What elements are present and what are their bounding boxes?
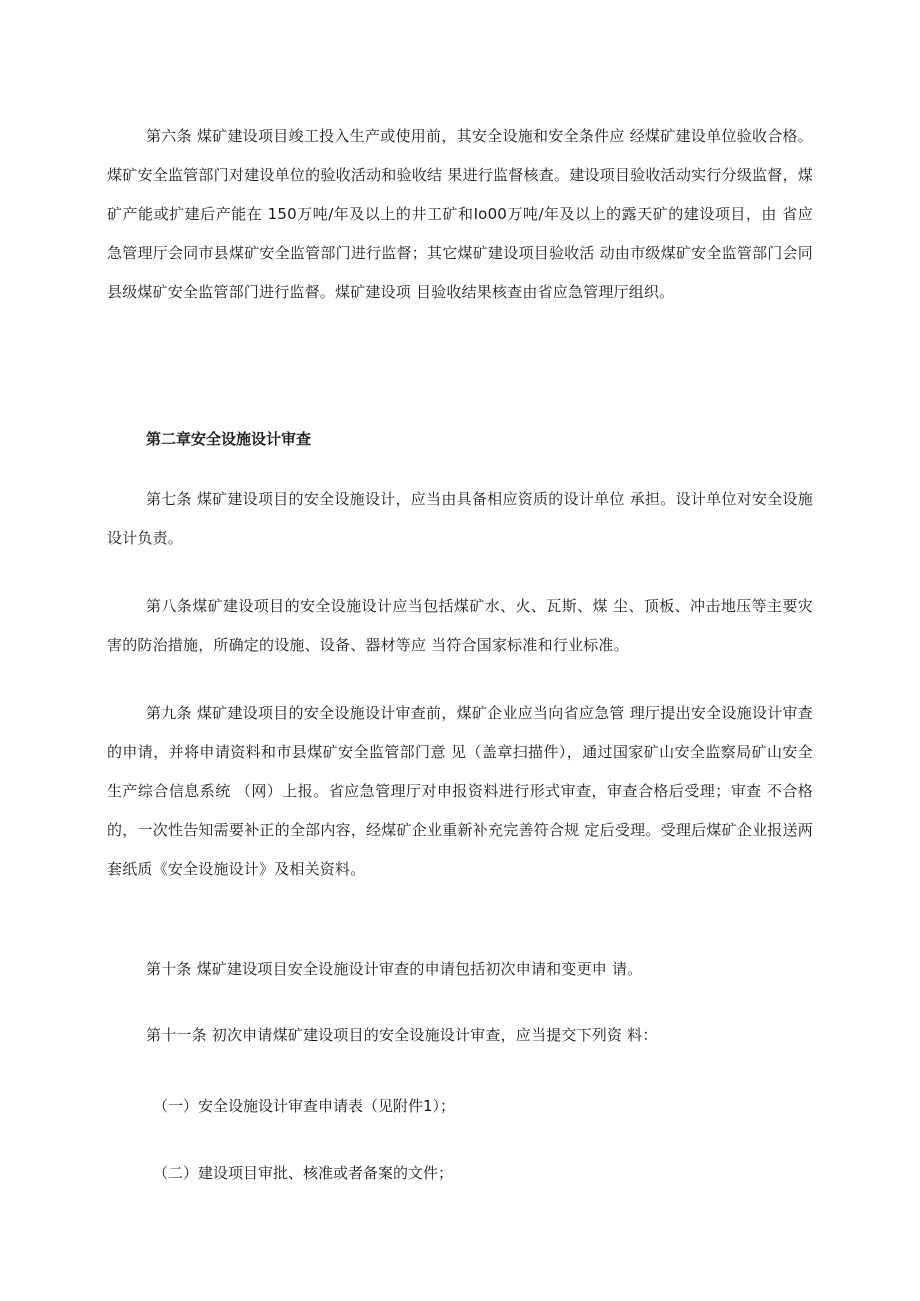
article-10-paragraph: 第十条 煤矿建设项目安全设施设计审查的申请包括初次申请和变更申 请。 — [146, 960, 643, 978]
list-item-1: （一）安全设施设计审查申请表（见附件1）； — [153, 1097, 456, 1115]
article-11-paragraph: 第十一条 初次申请煤矿建设项目的安全设施设计审查，应当提交下列资 料： — [146, 1026, 658, 1044]
chapter-2-heading: 第二章安全设施设计审查 — [146, 430, 312, 448]
article-9-paragraph: 第九条 煤矿建设项目的安全设施设计审查前，煤矿企业应当向省应急管 理厅提出安全设施设计审查的申请，并将申请资料和市县煤矿安全监管部门意 见（盖章扫描件），通过国家矿山安全监察局矿山安全生产综合信息系统 （网）上报。省应急管理厅对申报资料进行形式审查，审查合格后受理；审查 不合格的，一次性告知需要补正的全部内容，经煤矿企业重新补充完善符合规 定后受理。受理后煤矿企业报送两套纸质《安全设施设计》及相关资料。 — [107, 704, 813, 878]
article-8-paragraph: 第八条煤矿建设项目的安全设施设计应当包括煤矿水、火、瓦斯、煤 尘、顶板、冲击地压等主要灾害的防治措施，所确定的设施、设备、器材等应 当符合国家标准和行业标准。 — [107, 597, 813, 654]
article-7-paragraph: 第七条 煤矿建设项目的安全设施设计，应当由具备相应资质的设计单位 承担。设计单位对安全设施设计负责。 — [107, 490, 813, 547]
article-6-paragraph: 第六条 煤矿建设项目竣工投入生产或使用前，其安全设施和安全条件应 经煤矿建设单位验收合格。煤矿安全监管部门对建设单位的验收活动和验收结 果进行监督核查。建设项目验收活动实行分级监督，煤矿产能或扩建后产能在 150万吨/年及以上的井工矿和Io00万吨/年及以上的露天矿的建设项目，由 省应急管理厅会同市县煤矿安全监管部门进行监督；其它煤矿建设项目验收活 动由市级煤矿安全监管部门会同县级煤矿安全监管部门进行监督。煤矿建设项 目验收结果核查由省应急管理厅组织。 — [107, 127, 813, 301]
list-item-2: （二）建设项目审批、核准或者备案的文件； — [153, 1164, 454, 1182]
